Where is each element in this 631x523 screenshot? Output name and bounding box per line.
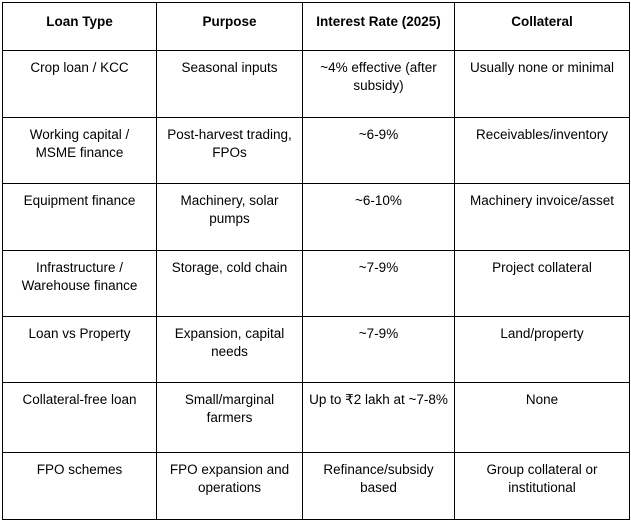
header-loan-type: Loan Type [3,3,157,51]
loan-types-table [2,2,630,520]
cell-collateral: Project collateral [455,251,630,317]
cell-interest-rate: Refinance/subsidy based [303,453,455,520]
cell-collateral: None [455,383,630,453]
table-row [3,184,630,251]
cell-loan-type: Equipment finance [3,184,157,251]
header-purpose: Purpose [157,3,303,51]
cell-purpose: Seasonal inputs [157,51,303,118]
header-interest-rate: Interest Rate (2025) [303,3,455,51]
cell-collateral: Group collateral or institutional [455,453,630,520]
cell-purpose: Post-harvest trading, FPOs [157,118,303,184]
cell-collateral: Land/property [455,317,630,383]
cell-interest-rate: ~4% effective (after subsidy) [303,51,455,118]
cell-purpose: Small/marginal farmers [157,383,303,453]
cell-loan-type: Crop loan / KCC [3,51,157,118]
table-row [3,383,630,453]
cell-purpose: Storage, cold chain [157,251,303,317]
cell-interest-rate: ~6-10% [303,184,455,251]
cell-interest-rate: ~7-9% [303,251,455,317]
cell-loan-type: Collateral-free loan [3,383,157,453]
cell-loan-type: Infrastructure / Warehouse finance [3,251,157,317]
cell-collateral: Usually none or minimal [455,51,630,118]
cell-purpose: Machinery, solar pumps [157,184,303,251]
cell-purpose: FPO expansion and operations [157,453,303,520]
table-header-row [3,3,630,51]
cell-loan-type: Working capital / MSME finance [3,118,157,184]
cell-loan-type: FPO schemes [3,453,157,520]
cell-interest-rate: Up to ₹2 lakh at ~7-8% [303,383,455,453]
cell-interest-rate: ~6-9% [303,118,455,184]
cell-collateral: Receivables/inventory [455,118,630,184]
table-row [3,453,630,520]
cell-collateral: Machinery invoice/asset [455,184,630,251]
cell-purpose: Expansion, capital needs [157,317,303,383]
table-row [3,51,630,118]
table-row [3,317,630,383]
table-row [3,251,630,317]
cell-loan-type: Loan vs Property [3,317,157,383]
loan-table-container [2,2,630,520]
cell-interest-rate: ~7-9% [303,317,455,383]
header-collateral: Collateral [455,3,630,51]
table-row [3,118,630,184]
